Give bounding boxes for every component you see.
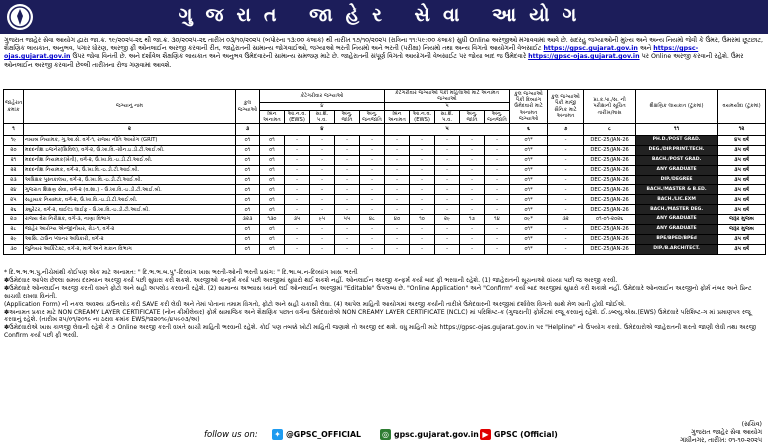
- cell-women-sebc: ૨૯: [435, 215, 460, 225]
- header-exsm: કુલ જગ્યાઓ પૈકી માજી સૈનિક માટે અનામત: [548, 90, 584, 124]
- cell-total: ૦૧: [236, 185, 260, 195]
- cell-st: ૪૮: [360, 215, 385, 225]
- cell-qualification: ANY GRADUATE: [636, 225, 718, 235]
- cell-women-general: -: [385, 155, 410, 165]
- cell-pwd: ૦૧*: [510, 244, 548, 254]
- table-row: [4, 145, 766, 155]
- cell-women-ews: -: [410, 234, 435, 244]
- cell-adv-no: ૨૦: [4, 145, 24, 155]
- cell-adv-no: ૨૪: [4, 185, 24, 195]
- cell-sebc: ૯૫: [310, 215, 335, 225]
- cell-age: ૩૫ વર્ષ: [718, 175, 766, 185]
- subheader-women-st: અનુ. જનજાતિ: [485, 110, 510, 123]
- subheader-sebc: સા.શૈ. પ.વ.: [310, 110, 335, 123]
- cell-general: ૦૧: [260, 145, 285, 155]
- cell-sc: -: [335, 244, 360, 254]
- cell-general: ૧૩૦: [260, 215, 285, 225]
- cell-ews: -: [285, 155, 310, 165]
- subheader-women-general: બિન અનામત: [385, 110, 410, 123]
- cell-adv-no: ૨૫: [4, 195, 24, 205]
- cell-exsm: -: [548, 225, 584, 235]
- cell-adv-no: ૨૭: [4, 215, 24, 225]
- cell-pwd: ૦૧*: [510, 155, 548, 165]
- cell-exsm: -: [548, 205, 584, 215]
- cell-women-st: -: [485, 185, 510, 195]
- cell-st: -: [360, 225, 385, 235]
- table-row: [4, 155, 766, 165]
- cell-pwd: ૦૧*: [510, 195, 548, 205]
- cell-women-sebc: -: [435, 225, 460, 235]
- cell-adv-no: ૨૩: [4, 175, 24, 185]
- cell-total: ૦૧: [236, 165, 260, 175]
- cell-total: ૦૧: [236, 225, 260, 235]
- cell-sc: ૫૫: [335, 215, 360, 225]
- cell-women-sebc: -: [435, 155, 460, 165]
- cell-sc: -: [335, 155, 360, 165]
- cell-women-ews: -: [410, 185, 435, 195]
- cell-women-sc: -: [460, 175, 485, 185]
- cell-exam-date: ૦૧-૦૧-૨૦૨૬: [584, 215, 636, 225]
- header-women-posts: કેટેગરીવાર જગ્યાઓ પૈકી મહિલાઓ માટે અનામત જગ્યાઓ: [385, 90, 510, 103]
- cell-women-sc: -: [460, 225, 485, 235]
- cell-exam-date: DEC-25/JAN-26: [584, 205, 636, 215]
- cell-ews: ૩૫: [285, 215, 310, 225]
- cell-post-name: અધિક્ષક પુસ્તકાલય, વર્ગ-૨, ઉ.ખા.વિ.-ઇ.ડી.ટી.આઈ.બી.: [24, 175, 236, 185]
- cell-qualification: DEG./DIP.PRINT.TECH.: [636, 145, 718, 155]
- cell-ews: -: [285, 195, 310, 205]
- cell-women-sebc: -: [435, 145, 460, 155]
- cell-sebc: -: [310, 225, 335, 235]
- header-post-name: જગ્યાનું નામ: [24, 90, 236, 124]
- cell-adv-no: ૨૬: [4, 205, 24, 215]
- twitter-handle[interactable]: ✦ @GPSC_OFFICIAL: [272, 427, 361, 441]
- cell-women-st: -: [485, 155, 510, 165]
- cell-women-st: -: [485, 234, 510, 244]
- cell-ews: -: [285, 234, 310, 244]
- cell-women-general: -: [385, 145, 410, 155]
- subheader-num-5: ૫: [385, 103, 510, 110]
- cell-exsm: -: [548, 244, 584, 254]
- cell-st: -: [360, 165, 385, 175]
- cell-women-st: -: [485, 195, 510, 205]
- note-5: ✽અનામત પ્રકાર માટે NON CREAMY LAYER CERTIFICATE (નોન ક્રીમીલેયર) ફોર્મ સામાજિક અને શૈક્ષણિક પછાત વર્ગના ઉમેદવારોએ NON CREAMY LAYER CERTIFICATE (NCLC) માં પરિશિષ્ટ-ક (ગુજરાતી) ફોર્મેટમાં રજૂ કરવાનું રહેશે. ઈ.ડબ્લ્યુ.એસ.(EWS) ઉમેદવારે પરિશિષ્ટ-ગ માં પ્રમાણપત્ર રજૂ કરવાનું રહેશે. (તારીખ ૨૫/૦૧/૨૦૧૯ ના ઠરાવ ક્રમાંક EWS/૧૨૨૦૧૯/૪૫૯૦૩/અ): [4, 308, 751, 324]
- cell-women-ews: -: [410, 155, 435, 165]
- header-pwd: કુલ જગ્યાઓ પૈકી દિવ્યાંગ ઉમેદવારો માટે અનામત જગ્યાઓ: [510, 90, 548, 124]
- cell-women-ews: -: [410, 205, 435, 215]
- ojas-website-link[interactable]: https://gpsc-ojas.gujarat.gov.in: [4, 45, 699, 61]
- cell-total: ૦૧: [236, 155, 260, 165]
- cell-women-sc: -: [460, 155, 485, 165]
- cell-st: -: [360, 234, 385, 244]
- cell-women-sc: -: [460, 165, 485, 175]
- table-row: [4, 136, 766, 146]
- youtube-link[interactable]: ▶ GPSC (Official): [480, 427, 558, 441]
- cell-st: -: [360, 195, 385, 205]
- cell-exsm: ૩૨: [548, 215, 584, 225]
- cell-general: ૦૧: [260, 165, 285, 175]
- cell-women-sc: -: [460, 244, 485, 254]
- cell-ews: -: [285, 185, 310, 195]
- cell-total: ૦૧: [236, 234, 260, 244]
- cell-post-name: મદદનીશ નિયામક(ખેતી), વર્ગ-૨, ઉ.ખા.વિ.-ઇ.ડી.ટી.આઈ.બી.: [24, 155, 236, 165]
- cell-sebc: -: [310, 175, 335, 185]
- cell-total: ૦૧: [236, 205, 260, 215]
- cell-st: -: [360, 155, 385, 165]
- cell-ews: -: [285, 145, 310, 155]
- cell-post-name: ક્યુરેટર, વર્ગ-૨, વાઈલ્ડ લાઈફ - ઉ.ખા.વિ.-ઇ.ડી.ટી.આઈ.બી.: [24, 205, 236, 215]
- cell-exam-date: DEC-25/JAN-26: [584, 165, 636, 175]
- gpsc-emblem-icon: [6, 3, 34, 31]
- header-qualification: શૈક્ષણિક લાયકાત (ટૂંકમાં): [636, 90, 718, 124]
- cell-pwd: ૦૧*: [510, 175, 548, 185]
- cell-women-sc: -: [460, 195, 485, 205]
- cell-general: ૦૧: [260, 185, 285, 195]
- globe-icon: ◎: [380, 429, 391, 440]
- cell-women-sc: ૧૭: [460, 215, 485, 225]
- note-1: * દિ.ભ.ભ.ભ.પુ.નીચેમાંથી કોઈપણ એક માટે અનામત: " દિ.ભ.ભ.બ.પુ"-દિવ્યાંગ ખાસ ભરતી-ઓની ભરતી પ્રસંગ: " દિ.ભા.બ.ન-દિવ્યાંગ ખાસ ભરતી: [4, 269, 358, 276]
- cell-women-general: -: [385, 175, 410, 185]
- cell-sebc: -: [310, 136, 335, 146]
- cell-women-ews: ૧૦: [410, 215, 435, 225]
- cell-pwd: ૦૧*: [510, 234, 548, 244]
- cell-exam-date: DEC-25/JAN-26: [584, 185, 636, 195]
- cell-pwd: ૦૧*: [510, 165, 548, 175]
- table-row: [4, 234, 766, 244]
- cell-qualification: BACH./LIC.EXM: [636, 195, 718, 205]
- cell-total: ૦૧: [236, 145, 260, 155]
- note-2: ✽ઉમેદવાર આપેલ છેલ્લા સમય દરમ્યાન અરજી કર્યા પછી સુધારા કરી શકશે. અરજીઓ કન્ફર્મ કર્યા પછી અરજીમાં સુધારો થઈ શકશે નહીં. ઓનલાઈન અરજી કન્ફર્મ કર્યા બાદ ફી ભરવાની રહેશે. (1) જાહેરાતની સૂચનાઓ વાંચ્યા પછી જ અરજી કરવી.: [4, 276, 618, 284]
- cell-qualification: BACH./MASTER DEG.: [636, 205, 718, 215]
- cell-adv-no: ૨૯: [4, 234, 24, 244]
- cell-women-sebc: -: [435, 205, 460, 215]
- cell-general: ૦૧: [260, 195, 285, 205]
- cell-sc: -: [335, 145, 360, 155]
- cell-women-st: -: [485, 244, 510, 254]
- cell-women-general: -: [385, 165, 410, 175]
- cell-general: ૦૧: [260, 234, 285, 244]
- cell-ews: -: [285, 165, 310, 175]
- table-row: [4, 195, 766, 205]
- table-row: [4, 185, 766, 195]
- cell-exsm: -: [548, 145, 584, 155]
- cell-women-sc: -: [460, 234, 485, 244]
- subheader-general: બિન અનામત: [260, 110, 285, 123]
- cell-women-st: ૧૪: [485, 215, 510, 225]
- cell-adv-no: ૨૧: [4, 155, 24, 165]
- cell-total: ૩૨૩: [236, 215, 260, 225]
- cell-general: ૦૧: [260, 244, 285, 254]
- cell-age: ૩૫ વર્ષ: [718, 205, 766, 215]
- cell-women-general: -: [385, 244, 410, 254]
- cell-age: જરૂર મુજબ: [718, 215, 766, 225]
- cell-qualification: ANY GRADUATE: [636, 165, 718, 175]
- cell-pwd: ૦૧*: [510, 205, 548, 215]
- vacancy-table: [3, 89, 766, 255]
- cell-women-general: -: [385, 234, 410, 244]
- cell-sc: -: [335, 195, 360, 205]
- cell-age: ૩૫ વર્ષ: [718, 145, 766, 155]
- cell-sc: -: [335, 225, 360, 235]
- cell-ews: -: [285, 225, 310, 235]
- cell-sc: -: [335, 205, 360, 215]
- cell-total: ૦૧: [236, 136, 260, 146]
- cell-women-sc: -: [460, 145, 485, 155]
- cell-exam-date: DEC-25/JAN-26: [584, 175, 636, 185]
- header-adv-no: જાહેરાત ક્રમાંક: [4, 90, 24, 124]
- page-title: ગુજરાત જાહેર સેવા આયોગ: [178, 4, 590, 26]
- cell-general: ૦૧: [260, 175, 285, 185]
- cell-women-general: -: [385, 225, 410, 235]
- cell-exsm: -: [548, 155, 584, 165]
- cell-post-name: ગુજરાત શિક્ષણ સેવા, વર્ગ-૨ (વ.શા.) - ઉ.ખા.વિ.-ઇ.ડી.ટી.આઈ.બી.: [24, 185, 236, 195]
- header-banner: [0, 0, 768, 34]
- cell-adv-no: ૩૦: [4, 244, 24, 254]
- cell-exam-date: DEC-25/JAN-26: [584, 136, 636, 146]
- cell-exam-date: DEC-25/JAN-26: [584, 234, 636, 244]
- cell-age: ૩૫ વર્ષ: [718, 244, 766, 254]
- subheader-st: અનુ. જનજાતિ: [360, 110, 385, 123]
- cell-exam-date: DEC-25/JAN-26: [584, 244, 636, 254]
- cell-exsm: -: [548, 195, 584, 205]
- cell-sebc: -: [310, 244, 335, 254]
- cell-adv-no: ૧૯: [4, 136, 24, 146]
- cell-exam-date: DEC-25/JAN-26: [584, 145, 636, 155]
- cell-post-name: જાહેર આરોગ્ય એન્જીનીયર, ગ્રેડ-૧, વર્ગ-૨: [24, 225, 236, 235]
- cell-sc: -: [335, 165, 360, 175]
- cell-women-ews: -: [410, 165, 435, 175]
- cell-qualification: BACH./MASTER & B.ED.: [636, 185, 718, 195]
- notes-section: [4, 269, 764, 340]
- cell-qualification: DIP./B.ARCHITECT.: [636, 244, 718, 254]
- cell-st: -: [360, 185, 385, 195]
- cell-st: -: [360, 205, 385, 215]
- subheader-ews: આ.ન.વ. (EWS): [285, 110, 310, 123]
- ojas-apply-link[interactable]: https://gpsc-ojas.gujarat.gov.in: [528, 53, 640, 61]
- cell-pwd: ૦૧*: [510, 185, 548, 195]
- cell-exsm: -: [548, 234, 584, 244]
- subheader-num-4: ૪: [260, 103, 385, 110]
- cell-age: ૪૫ વર્ષ: [718, 136, 766, 146]
- cell-women-general: ૪૦: [385, 215, 410, 225]
- cell-sebc: -: [310, 234, 335, 244]
- cell-ews: -: [285, 244, 310, 254]
- cell-age: ૩૫ વર્ષ: [718, 195, 766, 205]
- subheader-women-sebc: સા.શૈ. પ.વ.: [435, 110, 460, 123]
- cell-sebc: -: [310, 145, 335, 155]
- cell-sc: -: [335, 136, 360, 146]
- cell-ews: -: [285, 175, 310, 185]
- cell-sc: -: [335, 175, 360, 185]
- cell-total: ૦૧: [236, 175, 260, 185]
- cell-exsm: -: [548, 175, 584, 185]
- cell-age: ૩૫ વર્ષ: [718, 165, 766, 175]
- table-body: [4, 136, 766, 255]
- cell-women-sebc: -: [435, 165, 460, 175]
- cell-women-general: -: [385, 136, 410, 146]
- cell-women-sc: -: [460, 136, 485, 146]
- cell-qualification: BACH./POST GRAD.: [636, 155, 718, 165]
- cell-women-sebc: -: [435, 136, 460, 146]
- cell-women-ews: -: [410, 244, 435, 254]
- cell-women-general: -: [385, 185, 410, 195]
- gpsc-website-link[interactable]: https://gpsc.gujarat.gov.in: [543, 45, 638, 53]
- cell-women-st: -: [485, 175, 510, 185]
- cell-women-sebc: -: [435, 234, 460, 244]
- table-row: [4, 244, 766, 254]
- cell-post-name: મદદનીશ નિયામક, વર્ગ-૨, ઉ.ખા.વિ.-ઇ.ડી.ટી.આઈ.બી.: [24, 165, 236, 175]
- column-number-row: ૧ ૨ ૩ ૪ ૫ ૬ ૭ ૮ ૧૧ ૧૨: [4, 124, 766, 136]
- cell-women-general: -: [385, 205, 410, 215]
- table-row: [4, 225, 766, 235]
- cell-st: -: [360, 175, 385, 185]
- cell-exam-date: DEC-25/JAN-26: [584, 155, 636, 165]
- cell-post-name: રાજ્ય વેરા નિરીક્ષક, વર્ગ-૩, નાણા વિભાગ: [24, 215, 236, 225]
- cell-total: ૦૧: [236, 244, 260, 254]
- cell-post-name: જુનિયર આર્કિટેક્ટ, વર્ગ-૨, માર્ગ અને મકાન વિભાગ: [24, 244, 236, 254]
- cell-sebc: -: [310, 165, 335, 175]
- cell-post-name: મદદનીશ ઇજનેર(સિવિલ), વર્ગ-૨, ઉ.ખા.વિ.-ગ્રીન.ઇ.ડી.ટી.આઈ.બી.: [24, 145, 236, 155]
- cell-exsm: -: [548, 136, 584, 146]
- cell-exsm: -: [548, 185, 584, 195]
- subheader-women-sc: અનુ. જાતિ: [460, 110, 485, 123]
- table-row: [4, 175, 766, 185]
- cell-pwd: ૦૧*: [510, 225, 548, 235]
- table-row: [4, 165, 766, 175]
- header-exam-date: પ્રા.ક.પા./સ. ની પરીક્ષાની સૂચિત તારીખ/માસ: [584, 90, 636, 124]
- subheader-women-ews: આ.ન.વ. (EWS): [410, 110, 435, 123]
- cell-exam-date: DEC-25/JAN-26: [584, 225, 636, 235]
- intro-paragraph: ગુજરાત જાહેર સેવા આયોગ દ્વારા જા.ક્ર. ૧૯/૨૦૨૫-૨૬ થી જા.ક્ર. ૩૦/૨૦૨૫-૨૬ તારીખ ૦૩/૧૦/૨૦૨૫ (બપોરના ૧૩:૦૦ કલાક) થી તારીખ ૧૭/૧૦/૨૦૨૫ (રાત્રિના ૧૧:૫૯:૦૦ કલાક) સુધી Online અરજીઓ મંગાવવામાં આવે છે. સદરહુ જગ્યાઓની મુખ્ય અને અન્ય નિયમો જેવી કે ઉંમર, ઉંમરમાં છૂટછાટ, શૈક્ષણિક લાયકાત, અનુભવ, પગાર ધોરણ, અરજી ફી ઓનલાઈન અરજી કરવાની રીત, જાહેરાતની સામાન્ય જોગવાઈઓ, જગ્યાઓ ભરતી નિયમો અને ભરતી (પરીક્ષા) નિયમો તથા અન્ય વિગતો આયોગની વેબસાઈટ https://gpsc.gujarat.gov.in અને https://gpsc-ojas.gujarat.gov.in ઉપર જોવા વિનંતી છે. અને દર્શાવેલ શૈક્ષણિક લાયકાત અને અનુભવ ઉમેદવારની સામાન્ય સમજણ માટે છે. જાહેરાતની સંપૂર્ણ વિગતો આયોગની વેબસાઈટ પર જોયા બાદ જ ઉમેદવારે https://gpsc-ojas.gujarat.gov.in પર Online અરજી કરવાની રહેશે. ઉંમર ઓનલાઈન અરજી કરવાની છેલ્લી તારીખના રોજ ગણવામાં આવશે.: [4, 37, 763, 69]
- cell-general: ૦૧: [260, 205, 285, 215]
- follow-us-label: follow us on:: [204, 430, 258, 440]
- cell-women-ews: -: [410, 136, 435, 146]
- cell-women-ews: -: [410, 225, 435, 235]
- cell-sc: -: [335, 185, 360, 195]
- cell-sebc: -: [310, 185, 335, 195]
- cell-exam-date: DEC-25/JAN-26: [584, 195, 636, 205]
- cell-post-name: સહાયક નિયામક, વર્ગ-૨, ઉ.ખા.વિ.-ઇ.ડી.ટી.આઈ.બી.: [24, 195, 236, 205]
- cell-age: જરૂર મુજબ: [718, 225, 766, 235]
- cell-sebc: -: [310, 205, 335, 215]
- cell-post-name: નાયબ નિયામક, ગુ.આ.સે. વર્ગ-૧, રાજ્ય નીતિ આયોગ (GRIT): [24, 136, 236, 146]
- cell-qualification: ANY GRADUATE: [636, 215, 718, 225]
- cell-post-name: આસિ. ટાઉન પ્લાનર અધિકારી, વર્ગ-૨: [24, 234, 236, 244]
- cell-women-st: -: [485, 205, 510, 215]
- cell-women-ews: -: [410, 175, 435, 185]
- cell-women-sc: -: [460, 185, 485, 195]
- cell-qualification: PH.D./POST GRAD.: [636, 136, 718, 146]
- footer: [0, 419, 768, 448]
- table-row: [4, 205, 766, 215]
- cell-ews: -: [285, 136, 310, 146]
- header-category-posts: કેટેગરીવાર જગ્યાઓ: [260, 90, 385, 103]
- website-link[interactable]: ◎ gpsc.gujarat.gov.in: [382, 429, 479, 439]
- note-6: ✽ઉમેદવારોએ ખાસ કાળજી લેવાની રહેશે કે ૭ Online અરજી કરતી વખતે સાચી માહિતી ભરવાની રહેશે. કોઈ પણ તબક્કે ખોટી માહિતી જણાશે તો અરજી રદ થશે. વધુ માહિતી માટે https://gpsc-ojas.gujarat.gov.in પર "Helpline" નો ઉપયોગ કરવો. ઉમેદવારોએ જાહેરાતની શરતો જાણી લેવી તથા અરજી Confirm કર્યા પછી ફી ભરવી.: [4, 324, 757, 340]
- signature-block: (સચિવ) ગુજરાત જાહેર સેવા આયોગ ગાંધીનગર, તારીખ: ૦૧-૧૦-૨૦૨૫: [680, 421, 762, 444]
- cell-sebc: -: [310, 155, 335, 165]
- cell-general: ૦૧: [260, 155, 285, 165]
- cell-women-sebc: -: [435, 244, 460, 254]
- cell-st: -: [360, 145, 385, 155]
- cell-pwd: ૦૧*: [510, 145, 548, 155]
- cell-women-st: -: [485, 136, 510, 146]
- cell-women-ews: -: [410, 195, 435, 205]
- cell-st: -: [360, 136, 385, 146]
- cell-st: -: [360, 244, 385, 254]
- table-row: [4, 215, 766, 225]
- note-3: ✽ઉમેદવારે ઓનલાઈન અરજી કરતી વખતે ફોટો અને સહી અપલોડ કરવાની રહેશે. (2) સામાન્ય અભ્યાસ ધ્યાને લઈ ઓનલાઈન અરજીમાં "Editable" ઉપલબ્ધ છે. "Online Application" અને "Confirm" કર્યા બાદ અરજીમાં સુધારો કરી શકાશે નહીં. ઉમેદવારે ઓનલાઈન અરજીનો ફોર્મ નંબર અને પ્રિન્ટ સાચવી રાખવા વિનંતી.: [4, 284, 752, 300]
- cell-adv-no: ૨૨: [4, 165, 24, 175]
- cell-pwd: ૦૧*: [510, 136, 548, 146]
- cell-general: ૦૧: [260, 225, 285, 235]
- cell-total: ૦૧: [236, 195, 260, 205]
- note-4: (Application Form) ની નકલ અવશ્ય ડાઉનલોડ કરી SAVE કરી લેવી અને તેમાં પોતાના તમામ વિગતો, ફોટો અને સહી ચકાસી લેવા. (4) આપેલ માહિતી આયોગમાં અરજી કર્યાની તારીખે ઉમેદવારની અરજીમાં દર્શાવેલ વિગતો સાથે મેળ ખાતી હોવી જોઈએ.: [4, 300, 626, 308]
- cell-age: ૩૫ વર્ષ: [718, 234, 766, 244]
- cell-exsm: -: [548, 165, 584, 175]
- header-age: વયમર્યાદા (ટૂંકમાં): [718, 90, 766, 124]
- cell-pwd: ૦૯*: [510, 215, 548, 225]
- cell-age: ૩૫ વર્ષ: [718, 155, 766, 165]
- cell-adv-no: ૨૮: [4, 225, 24, 235]
- subheader-sc: અનુ. જાતિ: [335, 110, 360, 123]
- cell-women-st: -: [485, 145, 510, 155]
- cell-women-st: -: [485, 225, 510, 235]
- cell-women-sebc: -: [435, 175, 460, 185]
- cell-women-sebc: -: [435, 185, 460, 195]
- header-total: કુલ જગ્યાઓ: [236, 90, 260, 124]
- cell-women-ews: -: [410, 145, 435, 155]
- twitter-icon: ✦: [272, 429, 283, 440]
- cell-sc: -: [335, 234, 360, 244]
- cell-qualification: BPE/BPED/BPEd: [636, 234, 718, 244]
- cell-sebc: -: [310, 195, 335, 205]
- cell-general: ૦૧: [260, 136, 285, 146]
- youtube-icon: ▶: [480, 429, 491, 440]
- cell-qualification: DIP./DEGREE: [636, 175, 718, 185]
- cell-women-general: -: [385, 195, 410, 205]
- cell-women-sc: -: [460, 205, 485, 215]
- cell-ews: -: [285, 205, 310, 215]
- cell-age: ૩૫ વર્ષ: [718, 185, 766, 195]
- cell-women-st: -: [485, 165, 510, 175]
- cell-women-sebc: -: [435, 195, 460, 205]
